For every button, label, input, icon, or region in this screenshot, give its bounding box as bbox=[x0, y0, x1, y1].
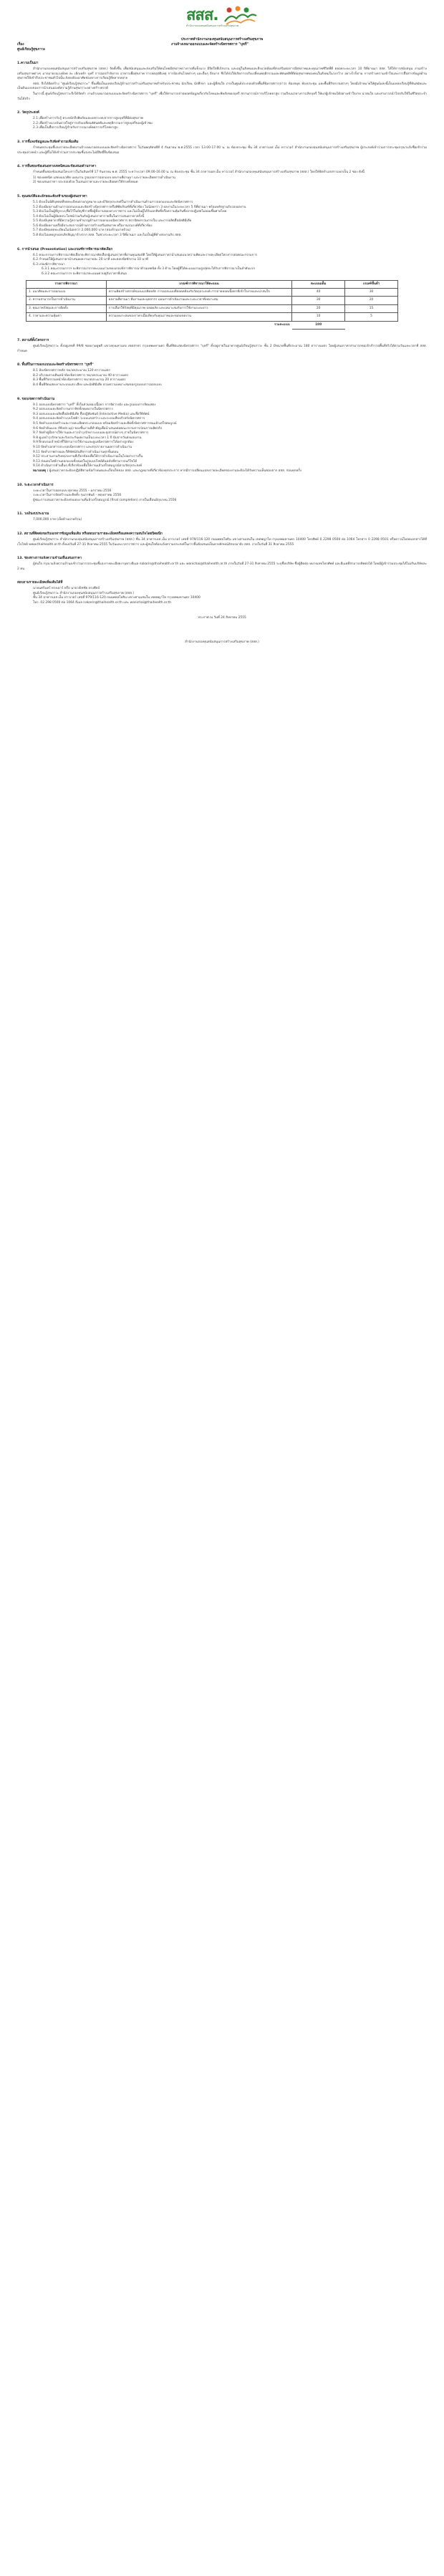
announcement-date: ประกาศ ณ วันที่ 24 สิงหาคม 2555 bbox=[198, 615, 246, 620]
table-cell: 3. คุณภาพวัสดุและการติดตั้ง bbox=[26, 304, 107, 312]
contact-line: ชั้น 34 อาคารเอส เอ็ม ทาวเวอร์ เลขที่ 979/116-120 ถนนพหลโยธิน แขวงสามเสนใน เขตพญาไท กรุงเทพมหานคร 10400 bbox=[33, 596, 201, 600]
scope-item: 9.13 ส่งมอบไฟล์งานออกแบบทั้งหมดในรูปแบบไฟล์ต้นฉบับที่สามารถแก้ไขได้ bbox=[33, 459, 137, 463]
section-1-paragraph: สำนักงานกองทุนสนับสนุนการสร้างเสริมสุขภาพ (สสส.) จัดตั้งขึ้น เพื่อสนับสนุนและส่งเสริมให้คนไทยมีสุขภาพร่างกายที่แข็งแรง มีจิตใจที่เบิกบาน และอยู่ในสังคมและสิ่งแวดล้อมที่ส่งเสริมต่อการมีสุขภาพและคุณภาพชีวิตที่ดี ตลอดระยะเวลา 10 ปีที่ผ่านมา สสส. ได้ให้การสนับสนุน งานสร้างเสริมสุขภาพต่างๆ มากมายรณรงค์ลด ละ เลิกเหล้า บุหรี่ การออกกำลังกาย อาหารเพื่อสุขภาพ การลดอุบัติเหตุ การป้องกันโรคต่างๆ และอื่นๆ อีกมาก ซึ่งได้ก่อให้เกิดการปรับเปลี่ยนพฤติกรรมและทัศนคติที่ดีต่อสุขภาพของคนในสังคมในวงกว้าง อย่างไรก็ตาม การสร้างความเข้าใจและการสื่อสารข้อมูลด้านสุขภาพให้เข้าถึงประชาชนทั่วไปนั้น ยังคงต้องอาศัยช่องทางการเรียนรู้ที่หลากหลาย bbox=[17, 67, 427, 81]
table-header-cell: คะแนนเต็ม bbox=[292, 280, 345, 288]
area-item: 8.4 พื้นที่จัดแสดงงานระบบแสง เสียง และมัลติมีเดีย ตามความเหมาะสมของรูปแบบการออกแบบ bbox=[33, 383, 162, 388]
scope-item: 9.3 ออกแบบและผลิตสื่อมัลติมีเดีย สื่อปฏิสัมพันธ์ (Interactive Media) และสื่อวีดิทัศน์ bbox=[33, 412, 150, 416]
objective-item: 2.2 เพื่อสร้างแรงบันดาลใจสู่การปรับเปลี่ยนทัศนคติและพฤติกรรมการสูบบุหรี่ของผู้เข้าชม bbox=[33, 121, 153, 125]
qualification-item: 5.5 ต้องมีบุคลากรที่มีความรู้ความชำนาญด้านการออกแบบนิทรรศการ สถาปัตยกรรมภายใน และการผลิตสื่อมัลติมีเดีย bbox=[33, 219, 192, 224]
table-cell: 1. แนวคิดและการออกแบบ bbox=[26, 289, 107, 297]
subject-continuation: ศูนย์เรียนรู้สุขภาวะ bbox=[17, 48, 46, 52]
objective-item: 2.3 เพื่อเป็นสื่อการเรียนรู้สำหรับการรณรงค์ลดการบริโภคยาสูบ bbox=[33, 126, 118, 130]
scope-item: 9.2 ออกแบบและจัดทำงานกราฟิกทั้งหมดภายในนิทรรศการ bbox=[33, 408, 113, 412]
scope-note-text: ผู้เสนอราคาจะต้องปฏิบัติตามข้อกำหนดและเงื่อนไขของ สสส. และกฎหมายที่เกี่ยวข้องทุกประการ หากมีการเปลี่ยนแปลงรายละเอียดของงานจะต้องได้รับความเห็นชอบจาก สสส. ก่อนทุกครั้ง bbox=[49, 468, 301, 473]
scope-item: 9.6 จัดทำต้นแบบ (Mock-up) ของชิ้นงานที่สำคัญเพื่อนำเสนอต่อคณะกรรมการก่อนการผลิตจริง bbox=[33, 426, 163, 431]
table-total-row bbox=[26, 321, 398, 329]
table-cell: 20 bbox=[292, 304, 345, 312]
signature-block bbox=[17, 616, 427, 645]
table-row bbox=[26, 313, 398, 321]
timeline-item: ระยะเวลาในการจัดสร้างและติดตั้ง กุมภาพันธ์ – พฤษภาคม 2556 bbox=[33, 494, 122, 498]
section-10-heading: 10. ระยะเวลาดำเนินการ bbox=[17, 483, 54, 487]
table-cell: 10 bbox=[292, 313, 345, 321]
section-1-paragraph: ในการนี้ ศูนย์เรียนรู้สุขภาวะจึงได้จัดทำ งานจ้างเหมาออกแบบและจัดสร้างนิทรรศการ "บุหรี่" เพื่อให้สามารถถ่ายทอดข้อมูลเกี่ยวกับโทษและพิษภัยของบุหรี่ สถานการณ์การบริโภคยาสูบ รวมถึงแนวทางการเลิกบุหรี่ ให้แก่ผู้เข้าชมได้อย่างเข้าใจง่าย น่าสนใจ และสามารถนำไปปรับใช้ในชีวิตประจำวันได้จริง bbox=[17, 92, 427, 101]
qualification-item: 5.7 ต้องมีทุนจดทะเบียนไม่น้อยกว่า 2,000,000 บาท (สองล้านบาทถ้วน) bbox=[33, 229, 131, 233]
table-cell: ความเหมาะสมของราคาเมื่อเทียบกับคุณภาพและขอบเขตงาน bbox=[106, 313, 291, 321]
presentation-item: 6.2 กำหนดให้ผู้เสนอราคานำเสนอผลงานรายละ 20 นาที และตอบข้อซักถาม 10 นาที bbox=[33, 258, 148, 262]
subject-row bbox=[17, 42, 427, 47]
scope-item: 9.10 จัดทำเอกสารประกอบนิทรรศการ และสรุปรายงานผลการดำเนินงาน bbox=[33, 445, 132, 449]
scope-note bbox=[17, 469, 427, 474]
section-8-heading: 8. พื้นที่ในการออกแบบและจัดสร้างนิทรรศการ "บุหรี่" bbox=[17, 363, 94, 367]
submission-item: 1) ซองเทคนิค แสดงแนวคิด แผนงาน รูปแบบการออกแบบ ผลงานที่ผ่านมา และรายละเอียดการดำเนินงาน bbox=[33, 176, 175, 180]
timeline-item: ระยะเวลาในการออกแบบ ตุลาคม 2555 – มกราคม 2556 bbox=[33, 489, 112, 493]
scope-note-label: หมายเหตุ : bbox=[33, 468, 49, 473]
section-1-paragraph: สสส. จึงได้จัดสร้าง "ศูนย์เรียนรู้สุขภาวะ" ขึ้นเพื่อเป็นแหล่งเรียนรู้ด้านการสร้างเสริมสุขภาพสำหรับประชาชน นักเรียน นักศึกษา และผู้ที่สนใจ ภายในศูนย์ประกอบด้วยพื้นที่นิทรรศการถาวร ห้องสมุด ห้องประชุม และพื้นที่กิจกรรมต่างๆ โดยมีเป้าหมายให้ศูนย์แห่งนี้เป็นแหล่งเรียนรู้ที่ทันสมัยและเป็นต้นแบบของการนำเสนอองค์ความรู้ด้านสุขภาวะอย่างสร้างสรรค์ bbox=[17, 82, 427, 91]
section-3-heading: 3. การชี้แจงข้อมูลและรับฟังคำถามเพิ่มเติม bbox=[17, 140, 79, 144]
qualification-item: 5.6 ต้องมีผลงานหรือมีประสบการณ์ด้านการสร้างเสริมสุขภาพ หรืองานรณรงค์ที่เกี่ยวข้อง bbox=[33, 224, 153, 228]
table-cell: 2. ความสามารถในการดำเนินงาน bbox=[26, 297, 107, 304]
criteria-subitem: 6.3.1 คณะกรรมการฯ จะพิจารณาจากคะแนนรวมของเกณฑ์การพิจารณาด้านเทคนิค ทั้ง 3 ด้าน โดยผู้ที่ได้คะแนนรวมสูงสุดจะได้รับการพิจารณาเป็นลำดับแรก bbox=[42, 267, 256, 271]
table-cell: 20 bbox=[345, 297, 398, 304]
table-cell: 4. ราคาและความคุ้มค่า bbox=[26, 313, 107, 321]
subject-text: งานจ้างเหมาออกแบบและจัดสร้างนิทรรศการ "บุหรี่" bbox=[170, 43, 248, 47]
section-13-heading: 13. ช่องทางการแจ้งความจำนงยื่นเสนอราคา bbox=[17, 557, 82, 561]
scope-item: 9.12 ประสานงานกับหน่วยงานที่เกี่ยวข้องเพื่อให้การดำเนินงานเป็นไปอย่างราบรื่น bbox=[33, 455, 143, 459]
table-cell: 30 bbox=[292, 297, 345, 304]
scope-item: 9.1 ออกแบบนิทรรศการ "บุหรี่" ทั้งในส่วนของเนื้อหา การจัดวางผัง และรูปแบบการจัดแสดง bbox=[33, 403, 156, 407]
budget-text: 7,000,000 บาท (เจ็ดล้านบาทถ้วน) bbox=[33, 518, 82, 522]
logo-text: สสส. bbox=[186, 6, 218, 24]
scope-item: 9.11 จัดทำภาพถ่ายและวีดิทัศน์บันทึกการดำเนินงานทุกขั้นตอน bbox=[33, 450, 119, 454]
table-cell: การเลือกใช้วัสดุที่มีคุณภาพ ปลอดภัย และเหมาะสมกับการใช้งานระยะยาว bbox=[106, 304, 291, 312]
section-12-paragraph: ศูนย์เรียนรู้สุขภาวะ สำนักงานกองทุนสนับสนุนการสร้างเสริมสุขภาพ (สสส.) ชั้น 34 อาคารเอส เอ็ม ทาวเวอร์ เลขที่ 979/116-120 ถนนพหลโยธิน แขวงสามเสนใน เขตพญาไท กรุงเทพมหานคร 10400 โทรศัพท์ 0 2298 0500 ต่อ 1064 โทรสาร 0 2298 0501 หรือดาวน์โหลดเอกสารได้ที่เว็บไซต์ www.thaihealth.or.th ตั้งแต่วันที่ 27-31 สิงหาคม 2555 ในวันและเวลาราชการ และผู้สนใจต้องแจ้งความประสงค์ในการยื่นข้อเสนอเป็นลายลักษณ์อักษรมายัง สสส. ภายในวันที่ 31 สิงหาคม 2555 bbox=[17, 537, 427, 547]
qualification-item: 5.3 ต้องไม่เป็นผู้ที่ถูกระบุชื่อไว้ในบัญชีรายชื่อผู้ทิ้งงานของทางราชการ และไม่เป็นผู้ได้รับเอกสิทธิ์หรือความคุ้มกันซึ่งอาจปฏิเสธไม่ยอมขึ้นศาลไทย bbox=[33, 210, 227, 214]
contact-line: นายนครินทร์ ทรงเยาว์ หรือ นายวณิชชัย ทรงศิลป์ bbox=[33, 587, 100, 591]
table-header-row bbox=[26, 280, 398, 288]
section-7-paragraph: ศูนย์เรียนรู้สุขภาวะ ตั้งอยู่เลขที่ 99/8 ซอยงามดูพลี แขวงทุ่งมหาเมฆ เขตสาทร กรุงเทพมหานคร พื้นที่จัดแสดงนิทรรศการ "บุหรี่" ตั้งอยู่ภายในอาคารศูนย์เรียนรู้สุขภาวะ ชั้น 2 มีขนาดพื้นที่ประมาณ 180 ตารางเมตร โดยผู้เสนอราคาสามารถขอเข้าสำรวจพื้นที่จริงได้ตามวันและเวลาที่ สสส. กำหนด bbox=[17, 345, 427, 353]
table-row bbox=[26, 297, 398, 304]
qualification-item: 5.2 ต้องมีผลงานด้านการออกแบบและจัดสร้างนิทรรศการหรือพิพิธภัณฑ์ที่เกี่ยวข้อง ไม่น้อยกว่า 3 ผลงานในระยะเวลา 5 ปีที่ผ่านมา พร้อมหลักฐานรับรองผลงาน bbox=[33, 205, 246, 209]
table-header-cell: เกณฑ์การพิจารณาให้คะแนน bbox=[106, 280, 291, 288]
scope-item: 9.8 ดูแลบำรุงรักษาและรับประกันผลงานเป็นระยะเวลา 1 ปี นับจากวันส่งมอบงาน bbox=[33, 436, 142, 440]
subject-label: เรื่อง bbox=[17, 43, 24, 47]
criteria-table bbox=[26, 280, 398, 330]
issuing-organization: สำนักงานกองทุนสนับสนุนการสร้างเสริมสุขภาพ (สสส.) bbox=[185, 640, 259, 645]
total-value: 100 bbox=[292, 321, 345, 329]
section-11-heading: 11. วงเงินงบประมาณ bbox=[17, 512, 49, 516]
qualification-item: 5.1 ต้องเป็นนิติบุคคลที่จดทะเบียนตามกฎหมาย และมีวัตถุประสงค์ในการดำเนินงานด้านการออกแบบและจัดนิทรรศการ bbox=[33, 200, 193, 204]
contact-line: ศูนย์เรียนรู้สุขภาวะ สำนักงานกองทุนสนับสนุนการสร้างเสริมสุขภาพ (สสส.) bbox=[33, 591, 135, 595]
scope-item: 9.7 จัดทำคู่มือการใช้งานและการบำรุงรักษาระบบและอุปกรณ์ต่างๆ ภายในนิทรรศการ bbox=[33, 431, 149, 436]
table-cell: ความคิดสร้างสรรค์ของแนวคิดหลัก การออกแบบที่สอดคล้องกับวัตถุประสงค์ การถ่ายทอดเนื้อหาที่เข้าใจง่ายและน่าสนใจ bbox=[106, 289, 291, 297]
announcement-title: ประกาศสำนักงานกองทุนสนับสนุนการสร้างเสริมสุขภาพ bbox=[180, 38, 264, 42]
area-item: 8.2 บริเวณทางเดินหน้าห้องนิทรรศการ ขนาดประมาณ 40 ตารางเมตร bbox=[33, 373, 129, 378]
qualification-item: 5.4 ต้องไม่เป็นผู้มีผลประโยชน์ร่วมกันกับผู้เสนอราคารายอื่นในการเสนอราคาครั้งนี้ bbox=[33, 214, 145, 218]
section-9-heading: 9. ขอบเขตการดำเนินงาน bbox=[17, 397, 55, 401]
scope-item: 9.14 ดำเนินการด้านอื่นๆ ที่เกี่ยวข้องเพื่อให้งานแล้วเสร็จสมบูรณ์ตามวัตถุประสงค์ bbox=[33, 464, 143, 468]
logo-subtitle: สำนักงานกองทุนสนับสนุนการสร้างเสริมสุขภาพ bbox=[186, 24, 239, 27]
scope-item: 9.9 ฝึกอบรมเจ้าหน้าที่ให้สามารถใช้งานและดูแลนิทรรศการได้อย่างถูกต้อง bbox=[33, 441, 134, 445]
table-cell: 15 bbox=[345, 304, 398, 312]
section-12-heading: 12. สถานที่ติดต่อขอรับเอกสารข้อมูลเพิ่มเติม หรือสอบถามรายละเอียดหรือแสดงความสนใจโดยปิดผนึก bbox=[17, 532, 163, 536]
area-item: 8.3 พื้นที่กิจกรรมหน้าห้องนิทรรศการ ขนาดประมาณ 20 ตารางเมตร bbox=[33, 378, 126, 383]
timeline-item: ผู้ชนะการเสนอราคาจะต้องส่งมอบงานที่แล้วเสร็จสมบูรณ์ (final completion) ภายในเดือนมิถุนายน 2556 bbox=[33, 498, 177, 502]
table-cell: 30 bbox=[345, 289, 398, 297]
table-row bbox=[26, 289, 398, 297]
scope-item: 9.4 ออกแบบและจัดทำระบบไฟฟ้า ระบบแสงสว่าง และระบบเสียงสำหรับนิทรรศการ bbox=[33, 417, 145, 421]
section-5-heading: 5. คุณสมบัติและลักษณะต้องห้ามของผู้เสนอราคา bbox=[17, 194, 87, 198]
logo-figure-icon bbox=[222, 6, 258, 26]
submission-item: 2) ซองเสนอราคา ประกอบด้วย ใบเสนอราคาและรายละเอียดค่าใช้จ่ายทั้งหมด bbox=[33, 181, 138, 185]
qualification-item: 5.8 ต้องไม่เคยถูกบอกเลิกสัญญาจ้างจาก สสส. ในช่วงระยะเวลา 3 ปีที่ผ่านมา และไม่เป็นผู้ที่ค้างส่งงานกับ สสส. bbox=[33, 234, 182, 238]
table-row bbox=[26, 304, 398, 312]
logo-area bbox=[17, 4, 427, 33]
section-2-heading: 2. วัตถุประสงค์ bbox=[17, 111, 39, 115]
scope-item: 9.5 จัดทำแบบก่อสร้างและรายละเอียดประกอบแบบ พร้อมจัดสร้างและติดตั้งนิทรรศการจนแล้วเสร็จสมบูรณ์ bbox=[33, 422, 177, 426]
table-header-cell: เกณฑ์ขั้นต่ำ bbox=[345, 280, 398, 288]
section-6-heading: 6. การนำเสนอ (Presentation) และเกณฑ์การพิจารณาคัดเลือก bbox=[17, 247, 113, 251]
objective-item: 2.1 เพื่อสร้างการรับรู้ ตระหนักถึงพิษภัยและผลกระทบจากการสูบบุหรี่ที่มีต่อสุขภาพ bbox=[33, 117, 143, 121]
table-cell: 40 bbox=[292, 289, 345, 297]
table-cell: 5 bbox=[345, 313, 398, 321]
presentation-item: 6.3 เกณฑ์การพิจารณา bbox=[33, 262, 65, 266]
section-3-paragraph: กำหนดประชุมชี้แจงรายละเอียดงานจ้างเหมาออกแบบและจัดสร้างนิทรรศการ ในวันพฤหัสบดีที่ 4 กันยายน พ.ศ.2555 เวลา 13.00-17.00 น. ณ ห้องประชุม ชั้น 34 อาคารเอส เอ็ม ทาวเวอร์ สำนักงานกองทุนสนับสนุนการสร้างเสริมสุขภาพ ผู้ประสงค์เข้าร่วมการประชุมกรุณาแจ้งชื่อเข้าร่วมประชุมล่วงหน้า และผู้ที่ไม่ได้เข้าร่วมการประชุมชี้แจงจะไม่มีสิทธิ์ยื่นข้อเสนอ bbox=[17, 145, 427, 155]
table-cell: ผลงานที่ผ่านมา ทีมงานและบุคลากร แผนการดำเนินงานและระยะเวลาที่เหมาะสม bbox=[106, 297, 291, 304]
section-1-heading: 1.ความเป็นมา bbox=[17, 62, 39, 65]
total-label: รวมคะแนน bbox=[274, 322, 290, 327]
criteria-subitem: 6.3.2 คณะกรรมการฯ จะพิจารณาคะแนนควบคู่กับราคาที่เสนอ bbox=[42, 272, 127, 277]
thaihealth-logo bbox=[185, 4, 259, 33]
section-13-paragraph: ผู้สนใจ กรุณาแจ้งความจำนงเข้าร่วมการประชุมชี้แจงรายละเอียดงานทางอีเมล nakarin@thaihealth.or.th และ wanichai@thaihealth.or.th ภายในวันที่ 27-31 สิงหาคม 2555 ระบุชื่อบริษัท ชื่อผู้ติดต่อ หมายเลขโทรศัพท์ และอีเมลที่สามารถติดต่อได้ โดยมีผู้เข้าร่วมประชุมได้ไม่เกินบริษัทละ 2 คน bbox=[17, 562, 427, 571]
section-4-paragraph: กำหนดยื่นซองข้อเสนอโครงการในวันจันทร์ที่ 17 กันยายน พ.ศ. 2555 ระหว่างเวลา 09.00-16.00 น. ณ ห้องประชุม ชั้น 34 อาคารเอส เอ็ม ทาวเวอร์ สำนักงานกองทุนสนับสนุนการสร้างเสริมสุขภาพ (สสส.) โดยให้จัดทำเอกสารแยกเป็น 2 ซอง ดังนี้ bbox=[33, 170, 365, 175]
presentation-item: 6.1 คณะกรรมการพิจารณาคัดเลือกจะพิจารณาคัดเลือกผู้เสนอราคาที่ผ่านคุณสมบัติ โดยให้ผู้เสนอราคานำเสนอแนวความคิดและรายละเอียดโครงการต่อคณะกรรมการ bbox=[33, 253, 258, 257]
contact-heading: สอบถามรายละเอียดเพิ่มเติมได้ที่ bbox=[17, 581, 63, 585]
table-header-cell: รายการพิจารณา bbox=[26, 280, 107, 288]
section-7-heading: 7. สถานที่ตั้งโครงการ bbox=[17, 339, 49, 343]
area-item: 8.1 ห้องนิทรรศการหลัก ขนาดประมาณ 120 ตารางเมตร bbox=[33, 369, 110, 373]
section-4-heading: 4. การยื่นซองข้อเสนอทางเทคนิคและข้อเสนอด้านราคา bbox=[17, 165, 97, 169]
contact-line: โทร. 02 298 0500 ต่อ 1064 อีเมล nakarin@thaihealth.or.th และ wanichai@thaihealth.or.th bbox=[33, 601, 171, 605]
